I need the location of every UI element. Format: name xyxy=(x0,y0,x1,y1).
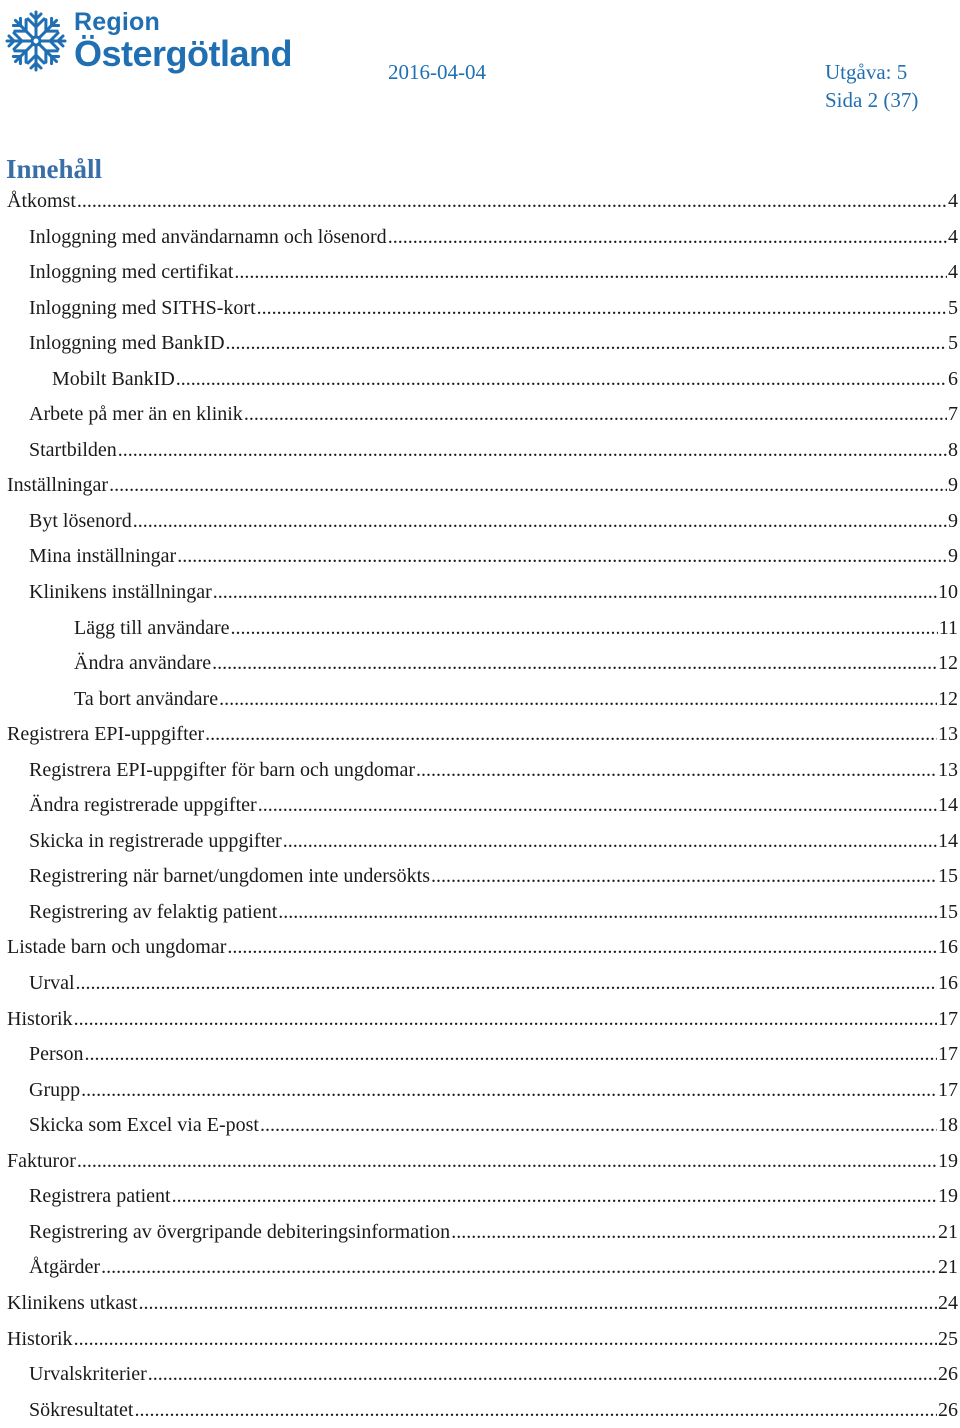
toc-entry[interactable] xyxy=(0,291,960,327)
toc-entry[interactable] xyxy=(0,1037,960,1073)
toc-entry[interactable] xyxy=(0,788,960,824)
toc-entry[interactable] xyxy=(0,753,960,789)
toc-entry[interactable] xyxy=(0,397,960,433)
toc-entry[interactable] xyxy=(0,682,960,718)
toc-entry[interactable] xyxy=(0,1073,960,1109)
toc-entry[interactable] xyxy=(0,1393,960,1428)
toc-entry[interactable] xyxy=(0,717,960,753)
toc-dot-leader xyxy=(260,1108,937,1144)
toc-entry-page: 24 xyxy=(938,1291,958,1314)
toc-entry[interactable] xyxy=(0,859,960,895)
toc-entry-label: Mina inställningar xyxy=(29,545,177,568)
toc-entry-label: Inställningar xyxy=(7,474,109,497)
toc-entry-label: Urval xyxy=(29,972,75,995)
toc-entry-label: Grupp xyxy=(29,1078,81,1101)
toc-entry-label: Byt lösenord xyxy=(29,509,132,532)
toc-entry[interactable] xyxy=(0,468,960,504)
toc-dot-leader xyxy=(76,966,937,1002)
toc-entry-label: Klinikens utkast xyxy=(7,1291,138,1314)
toc-entry-label: Listade barn och ungdomar xyxy=(7,936,227,959)
toc-dot-leader xyxy=(205,717,937,753)
toc-entry-page: 16 xyxy=(938,972,958,995)
toc-entry-page: 21 xyxy=(938,1220,958,1243)
toc-entry[interactable] xyxy=(0,326,960,362)
toc-entry[interactable] xyxy=(0,255,960,291)
toc-entry-label: Person xyxy=(29,1043,84,1066)
toc-entry[interactable] xyxy=(0,966,960,1002)
toc-entry-page: 9 xyxy=(948,509,958,532)
toc-dot-leader xyxy=(283,824,937,860)
toc-dot-leader xyxy=(74,1322,937,1358)
toc-entry-page: 17 xyxy=(938,1043,958,1066)
toc-dot-leader xyxy=(133,504,947,540)
toc-entry-page: 26 xyxy=(938,1398,958,1421)
toc-dot-leader xyxy=(176,362,947,398)
toc-entry[interactable] xyxy=(0,433,960,469)
toc-entry[interactable] xyxy=(0,504,960,540)
toc-entry[interactable] xyxy=(0,930,960,966)
toc-entry-page: 26 xyxy=(938,1363,958,1386)
toc-entry-label: Registrering av felaktig patient xyxy=(29,900,278,923)
toc-entry-label: Registrering när barnet/ungdomen inte undersökts xyxy=(29,865,431,888)
toc-entry-label: Ändra användare xyxy=(74,652,212,675)
toc-entry[interactable] xyxy=(0,362,960,398)
toc-entry-label: Åtgärder xyxy=(29,1256,101,1279)
toc-dot-leader xyxy=(231,611,938,647)
toc-entry[interactable] xyxy=(0,1144,960,1180)
toc-entry-page: 17 xyxy=(938,1078,958,1101)
toc-dot-leader xyxy=(81,1073,937,1109)
toc-entry-label: Registrera EPI-uppgifter xyxy=(7,723,205,746)
toc-dot-leader xyxy=(234,255,947,291)
logo-wordmark xyxy=(74,10,292,72)
document-meta xyxy=(825,58,918,114)
toc-entry-page: 9 xyxy=(948,545,958,568)
toc-entry-page: 13 xyxy=(938,758,958,781)
toc-entry-page: 21 xyxy=(938,1256,958,1279)
toc-entry[interactable] xyxy=(0,824,960,860)
toc-entry-page: 10 xyxy=(938,581,958,604)
toc-entry[interactable] xyxy=(0,1108,960,1144)
toc-dot-leader xyxy=(172,1179,937,1215)
toc-entry-page: 25 xyxy=(938,1327,958,1350)
toc-entry-label: Inloggning med användarnamn och lösenord xyxy=(29,225,387,248)
toc-dot-leader xyxy=(139,1286,937,1322)
toc-dot-leader xyxy=(74,1002,937,1038)
toc-entry[interactable] xyxy=(0,1357,960,1393)
snowflake-logo-icon xyxy=(4,9,68,73)
toc-entry[interactable] xyxy=(0,1215,960,1251)
toc-entry-page: 11 xyxy=(938,616,958,639)
toc-dot-leader xyxy=(109,468,947,504)
document-date: 2016-04-04 xyxy=(388,60,486,84)
logo-region-text: Region xyxy=(74,8,160,36)
toc-entry-label: Sökresultatet xyxy=(29,1398,134,1421)
toc-entry-label: Historik xyxy=(7,1007,73,1030)
toc-entry-label: Skicka in registrerade uppgifter xyxy=(29,829,282,852)
toc-entry-page: 9 xyxy=(948,474,958,497)
toc-entry-page: 17 xyxy=(938,1007,958,1030)
toc-dot-leader xyxy=(451,1215,937,1251)
toc-entry-page: 15 xyxy=(938,900,958,923)
toc-entry-page: 4 xyxy=(948,261,958,284)
toc-entry[interactable] xyxy=(0,184,960,220)
toc-entry-page: 7 xyxy=(948,403,958,426)
toc-entry-page: 16 xyxy=(938,936,958,959)
toc-entry-label: Ändra registrerade uppgifter xyxy=(29,794,257,817)
toc-entry[interactable] xyxy=(0,1179,960,1215)
toc-entry-label: Inloggning med certifikat xyxy=(29,261,234,284)
toc-entry-label: Fakturor xyxy=(7,1149,76,1172)
toc-dot-leader xyxy=(416,753,937,789)
toc-dot-leader xyxy=(431,859,937,895)
page-number: Sida 2 (37) xyxy=(825,88,919,112)
toc-entry-page: 4 xyxy=(948,225,958,248)
toc-entry-label: Startbilden xyxy=(29,438,117,461)
toc-entry[interactable] xyxy=(0,1322,960,1358)
toc-entry[interactable] xyxy=(0,611,960,647)
logo-county-text: Östergötland xyxy=(74,33,293,74)
region-logo xyxy=(4,4,292,78)
toc-entry-label: Arbete på mer än en klinik xyxy=(29,403,243,426)
toc-entry-label: Urvalskriterier xyxy=(29,1363,147,1386)
toc-dot-leader xyxy=(388,220,947,256)
toc-dot-leader xyxy=(219,682,937,718)
toc-entry[interactable] xyxy=(0,220,960,256)
toc-entry-label: Registrering av övergripande debiteringsinformation xyxy=(29,1220,451,1243)
toc-entry[interactable] xyxy=(0,895,960,931)
toc-entry-page: 12 xyxy=(938,652,958,675)
toc-dot-leader xyxy=(227,930,937,966)
toc-entry-page: 5 xyxy=(948,296,958,319)
toc-entry[interactable] xyxy=(0,1250,960,1286)
toc-entry-label: Mobilt BankID xyxy=(52,367,175,390)
toc-dot-leader xyxy=(148,1357,937,1393)
toc-entry-page: 4 xyxy=(948,190,958,212)
toc-dot-leader xyxy=(226,326,947,362)
table-of-contents xyxy=(0,184,960,1428)
toc-entry-page: 8 xyxy=(948,438,958,461)
toc-entry[interactable] xyxy=(0,1002,960,1038)
toc-dot-leader xyxy=(101,1250,937,1286)
toc-dot-leader xyxy=(258,788,937,824)
toc-entry-label: Registrera patient xyxy=(29,1185,171,1208)
toc-entry-label: Historik xyxy=(7,1327,73,1350)
toc-dot-leader xyxy=(212,646,937,682)
edition-label: Utgåva: 5 xyxy=(825,60,908,84)
toc-entry-page: 12 xyxy=(938,687,958,710)
toc-entry-label: Åtkomst xyxy=(7,190,76,212)
toc-dot-leader xyxy=(278,895,937,931)
toc-entry-label: Inloggning med BankID xyxy=(29,332,225,355)
toc-dot-leader xyxy=(213,575,937,611)
toc-entry-page: 13 xyxy=(938,723,958,746)
toc-dot-leader xyxy=(257,291,947,327)
toc-entry-label: Skicka som Excel via E-post xyxy=(29,1114,259,1137)
toc-entry-page: 19 xyxy=(938,1149,958,1172)
toc-entry-page: 19 xyxy=(938,1185,958,1208)
toc-entry[interactable] xyxy=(0,575,960,611)
toc-entry-page: 5 xyxy=(948,332,958,355)
toc-entry[interactable] xyxy=(0,1286,960,1322)
toc-entry-page: 18 xyxy=(938,1114,958,1137)
toc-dot-leader xyxy=(84,1037,937,1073)
toc-title: Innehåll xyxy=(6,154,103,184)
toc-entry-page: 14 xyxy=(938,794,958,817)
toc-dot-leader xyxy=(134,1393,937,1428)
toc-dot-leader xyxy=(244,397,947,433)
toc-entry-label: Registrera EPI-uppgifter för barn och ungdomar xyxy=(29,758,415,781)
toc-entry-label: Lägg till användare xyxy=(74,616,230,639)
toc-dot-leader xyxy=(77,1144,937,1180)
toc-entry-page: 15 xyxy=(938,865,958,888)
toc-dot-leader xyxy=(118,433,947,469)
toc-entry-page: 6 xyxy=(948,367,958,390)
toc-entry-label: Inloggning med SITHS-kort xyxy=(29,296,256,319)
toc-entry-label: Ta bort användare xyxy=(74,687,219,710)
toc-dot-leader xyxy=(77,184,947,220)
toc-dot-leader xyxy=(177,539,947,575)
toc-entry-page: 14 xyxy=(938,829,958,852)
toc-entry-label: Klinikens inställningar xyxy=(29,581,212,604)
toc-entry[interactable] xyxy=(0,646,960,682)
toc-entry[interactable] xyxy=(0,539,960,575)
